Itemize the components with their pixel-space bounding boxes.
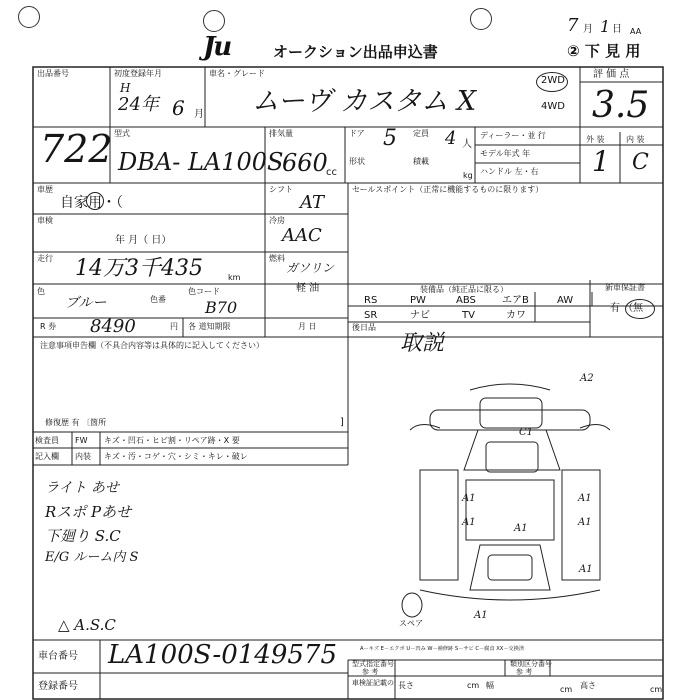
equip-sr: SR xyxy=(364,310,378,321)
equip-tv: TV xyxy=(462,310,475,321)
displacement-value: 660 xyxy=(282,149,328,177)
note-line-3: 下廻り S.C xyxy=(45,527,121,545)
form-title: オークション出品申込書 xyxy=(273,43,438,61)
rating-value: 3.5 xyxy=(592,85,650,126)
equipment-label: 装備品（純正品に限る） xyxy=(420,285,508,294)
warranty-value: 有 （無 xyxy=(610,303,644,314)
fw-items: キズ・凹石・ヒビ割・リペア跡・X 要 xyxy=(104,436,240,445)
color-code-value: B70 xyxy=(205,298,238,317)
first-reg-month: 6 xyxy=(172,96,185,120)
equip-aw: AW xyxy=(557,295,574,306)
first-reg-label: 初度登録年月 xyxy=(114,69,162,78)
capacity-value: 4 xyxy=(445,128,457,149)
first-reg-year: 24年 xyxy=(118,94,159,115)
spare-label: スペア xyxy=(399,619,423,628)
ju-logo: Ju xyxy=(203,32,231,62)
r-ken-value: 8490 xyxy=(90,316,136,337)
history-value: 自家用・（ xyxy=(60,195,123,211)
note-line-2: Rスポ Pあせ xyxy=(45,503,132,521)
displacement-label: 排気量 xyxy=(269,129,293,138)
rating-label: 評 価 点 xyxy=(593,69,630,80)
fuel-gasoline: ガソリン xyxy=(286,261,335,275)
equip-abs: ABS xyxy=(456,295,476,306)
equip-leather: カワ xyxy=(506,310,526,321)
car-name-label: 車名・グレード xyxy=(209,69,265,78)
damage-legend: A－キズ E－エクボ U－凹み W－補修跡 S－サビ C－腐食 XX－交換済 xyxy=(360,646,525,652)
punch-hole-left xyxy=(18,6,40,28)
model-value: DBA- LA100S xyxy=(118,148,284,176)
note-line-1: ライト あせ xyxy=(45,480,120,496)
inspection-copy-label: ② 下 見 用 xyxy=(567,42,641,60)
model-label: 型式 xyxy=(114,129,130,138)
note-line-5: △ A.S.C xyxy=(58,616,116,634)
mileage-value: 14万3千435 xyxy=(75,256,203,281)
warranty-circle xyxy=(625,299,655,319)
interior-items: キズ・汚・コゲ・穴・シミ・キレ・破レ xyxy=(104,452,248,461)
lot-no-value: 722 xyxy=(40,127,113,171)
fuel-diesel: 軽 油 xyxy=(296,283,320,294)
aftermarket-value: 取説 xyxy=(400,331,445,356)
ac-value: AAC xyxy=(282,225,322,246)
exterior-value: 1 xyxy=(592,145,610,178)
equip-pw: PW xyxy=(410,295,426,306)
equip-airbag: エアB xyxy=(502,295,529,306)
lot-no-label: 出品番号 xyxy=(37,69,69,78)
history-circle xyxy=(86,192,104,210)
car-name-value: ムーヴ カスタム X xyxy=(252,86,477,117)
shift-value: AT xyxy=(300,192,325,213)
sales-point-label: セールスポイント（正常に機能するものに限ります） xyxy=(352,185,544,194)
repair-history-label: 修復歴 有 〔箇所 xyxy=(45,418,107,427)
interior-value: C xyxy=(632,150,649,175)
punch-hole-mid xyxy=(203,10,225,32)
damage-mark-c1: C1 xyxy=(519,427,534,438)
equip-navi: ナビ xyxy=(410,310,430,321)
doors-value: 5 xyxy=(383,126,397,151)
4wd-label: 4WD xyxy=(541,101,565,112)
chassis-value: LA100S-0149575 xyxy=(108,640,338,670)
damage-mark-a2: A2 xyxy=(580,373,594,384)
notes-label: 注意事項申告欄（不具合内容等は具体的に記入してください） xyxy=(40,341,264,350)
date-day: 1 xyxy=(600,17,611,36)
equip-rs: RS xyxy=(364,295,378,306)
2wd-label: 2WD xyxy=(541,75,565,86)
date-month: 7 xyxy=(567,15,579,36)
color-value: ブルー xyxy=(65,295,107,311)
note-line-4: E/G ルーム内 S xyxy=(45,550,139,565)
punch-hole-right xyxy=(470,8,492,30)
